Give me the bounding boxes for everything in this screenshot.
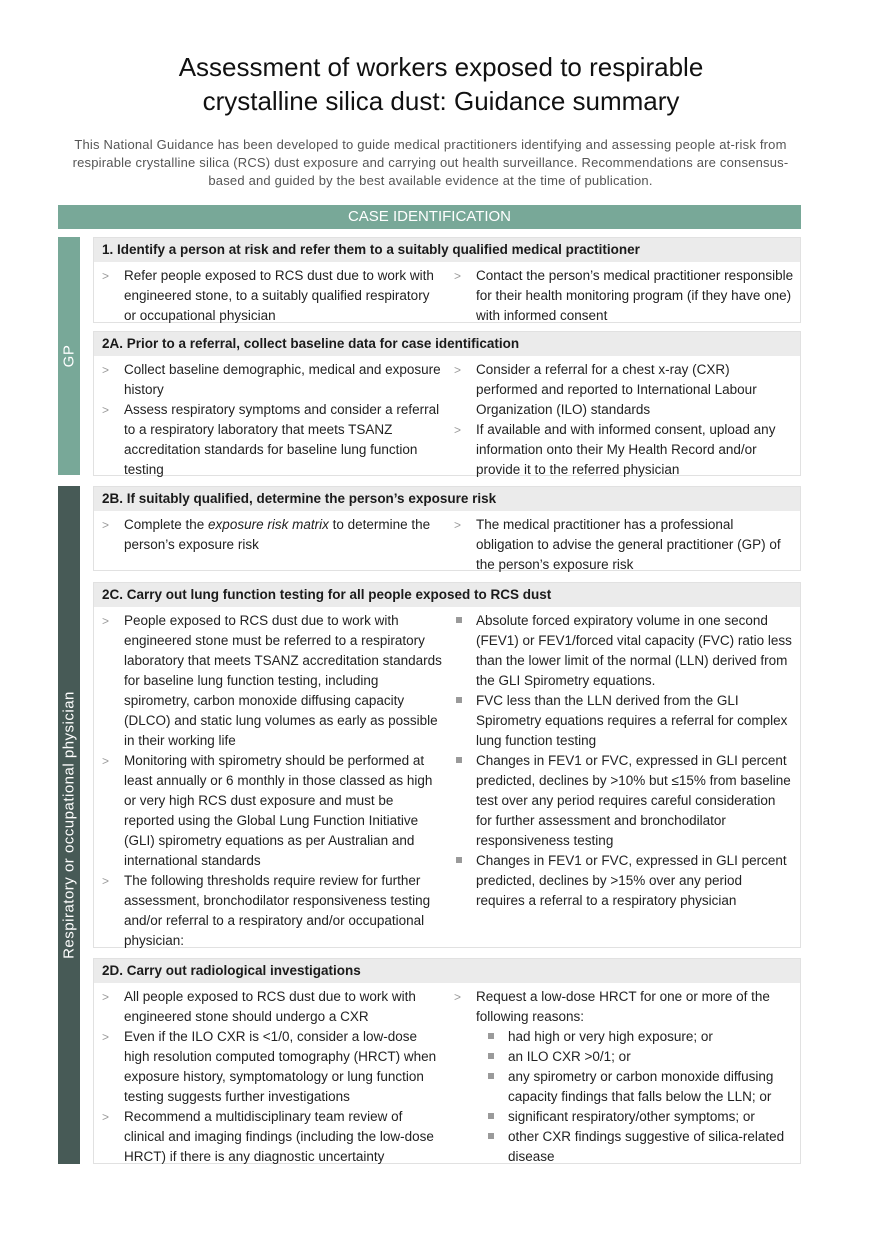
section-2c-heading: 2C. Carry out lung function testing for all people exposed to RCS dust xyxy=(94,583,800,607)
gp-label-text: GP xyxy=(60,344,78,368)
page-title xyxy=(0,50,882,118)
chevron-right-icon: > xyxy=(102,269,110,283)
chevron-right-icon: > xyxy=(102,990,110,1004)
chevron-right-icon: > xyxy=(102,874,110,888)
square-bullet-icon xyxy=(488,1113,494,1119)
section-1-heading: 1. Identify a person at risk and refer them to a suitably qualified medical practitioner xyxy=(94,238,800,262)
chevron-right-icon: > xyxy=(102,363,110,377)
square-bullet-icon xyxy=(488,1033,494,1039)
chevron-right-icon: > xyxy=(102,754,110,768)
section-2a xyxy=(93,331,801,476)
list-item: > Recommend a multidisciplinary team review of clinical and imaging findings (including the low-dose HRCT) if there is any diagnostic uncertainty xyxy=(102,1109,434,1164)
square-bullet-icon xyxy=(456,757,462,763)
intro-paragraph: This National Guidance has been developed to guide medical practitioners identifying and assessing people at-risk from respirable crystalline silica (RCS) dust exposure and carrying out health surveillance. Recommendations are consensus-based and guided by the best available evidence at the time of publication. xyxy=(72,137,789,188)
title-line-2: crystalline silica dust: Guidance summary xyxy=(202,86,680,116)
section-2d-heading: 2D. Carry out radiological investigations xyxy=(94,959,800,983)
list-item: Absolute forced expiratory volume in one second (FEV1) or FEV1/forced vital capacity (FVC) ratio less than the lower limit of the normal (LLN) derived from the GLI Spirometry equations. xyxy=(454,611,794,691)
list-item: > Even if the ILO CXR is <1/0, consider a low-dose high resolution computed tomography (HRCT) when exposure history, symptomatology or lung function testing suggests further investigations xyxy=(102,1029,437,1104)
physician-label-text: Respiratory or occupational physician xyxy=(60,691,78,959)
chevron-right-icon: > xyxy=(102,403,110,417)
physician-side-label xyxy=(58,486,80,1164)
list-item: > Collect baseline demographic, medical and exposure history xyxy=(102,362,441,397)
section-2c xyxy=(93,582,801,948)
section-1 xyxy=(93,237,801,323)
section-2a-heading: 2A. Prior to a referral, collect baseline data for case identification xyxy=(94,332,800,356)
chevron-right-icon: > xyxy=(102,1110,110,1124)
square-bullet-icon xyxy=(456,697,462,703)
sub-list-item: any spirometry or carbon monoxide diffusing capacity findings that falls below the LLN; or xyxy=(454,1067,794,1107)
square-bullet-icon xyxy=(488,1073,494,1079)
list-item: > The medical practitioner has a professional obligation to advise the general practitioner (GP) of the person’s exposure risk xyxy=(454,517,781,572)
list-item: > Consider a referral for a chest x-ray (CXR) performed and reported to International Labour Organization (ILO) standards xyxy=(454,362,757,417)
list-item: > All people exposed to RCS dust due to work with engineered stone should undergo a CXR xyxy=(102,989,416,1024)
list-item: > If available and with informed consent, upload any information onto their My Health Record and/or provide it to the referred physician xyxy=(454,422,776,477)
section-2d xyxy=(93,958,801,1164)
sub-list-item: an ILO CXR >0/1; or xyxy=(454,1047,794,1067)
list-item: > Assess respiratory symptoms and consider a referral to a respiratory laboratory that meets TSANZ accreditation standards for baseline lung function testing xyxy=(102,402,440,477)
list-item: > Complete the exposure risk matrix to determine the person’s exposure risk xyxy=(102,517,431,552)
section-2b-heading: 2B. If suitably qualified, determine the person’s exposure risk xyxy=(94,487,800,511)
title-line-1: Assessment of workers exposed to respirable xyxy=(178,52,704,82)
chevron-right-icon: > xyxy=(454,518,462,532)
chevron-right-icon: > xyxy=(454,990,462,1004)
square-bullet-icon xyxy=(488,1053,494,1059)
sub-list-item: other CXR findings suggestive of silica-related disease xyxy=(454,1127,794,1167)
list-item: > Monitoring with spirometry should be performed at least annually or 6 monthly in those classed as high or very high RCS dust exposure and must be reported using the Global Lung Function Initiative (GLI) spirometry equations as per Australian and international standards xyxy=(102,753,433,868)
chevron-right-icon: > xyxy=(102,518,110,532)
list-item: > Refer people exposed to RCS dust due to work with engineered stone, to a suitably qualified respiratory or occupational physician xyxy=(102,268,434,323)
square-bullet-icon xyxy=(456,857,462,863)
square-bullet-icon xyxy=(456,617,462,623)
chevron-right-icon: > xyxy=(454,423,462,437)
list-item: > Contact the person’s medical practitioner responsible for their health monitoring program (if they have one) with informed consent xyxy=(454,268,794,323)
section-2b xyxy=(93,486,801,571)
list-item: FVC less than the LLN derived from the GLI Spirometry equations requires a referral for complex lung function testing xyxy=(454,691,794,751)
chevron-right-icon: > xyxy=(454,269,462,283)
chevron-right-icon: > xyxy=(454,363,462,377)
list-item: > Request a low-dose HRCT for one or more of the following reasons: xyxy=(454,989,770,1024)
sub-list-item: significant respiratory/other symptoms; or xyxy=(454,1107,794,1127)
list-item: Changes in FEV1 or FVC, expressed in GLI percent predicted, declines by >10% but ≤15% from baseline test over any period requires careful consideration for further assessment and bronchodilator responsiveness testing xyxy=(454,751,794,851)
list-item: > The following thresholds require review for further assessment, bronchodilator responsiveness testing and/or referral to a respiratory and/or occupational physician: xyxy=(102,873,431,948)
case-identification-header: CASE IDENTIFICATION xyxy=(58,205,801,229)
chevron-right-icon: > xyxy=(102,614,110,628)
square-bullet-icon xyxy=(488,1133,494,1139)
list-item: Changes in FEV1 or FVC, expressed in GLI percent predicted, declines by >15% over any period requires a referral to a respiratory physician xyxy=(454,851,794,911)
exposure-risk-matrix-term: exposure risk matrix xyxy=(208,517,329,532)
list-item: > People exposed to RCS dust due to work with engineered stone must be referred to a respiratory laboratory that meets TSANZ accreditation standards for baseline lung function testing, including spirometry, carbon monoxide diffusing capacity (DLCO) and static lung volumes as early as possible in their working life xyxy=(102,613,442,748)
gp-side-label xyxy=(58,237,80,475)
sub-list-item: had high or very high exposure; or xyxy=(454,1027,794,1047)
chevron-right-icon: > xyxy=(102,1030,110,1044)
